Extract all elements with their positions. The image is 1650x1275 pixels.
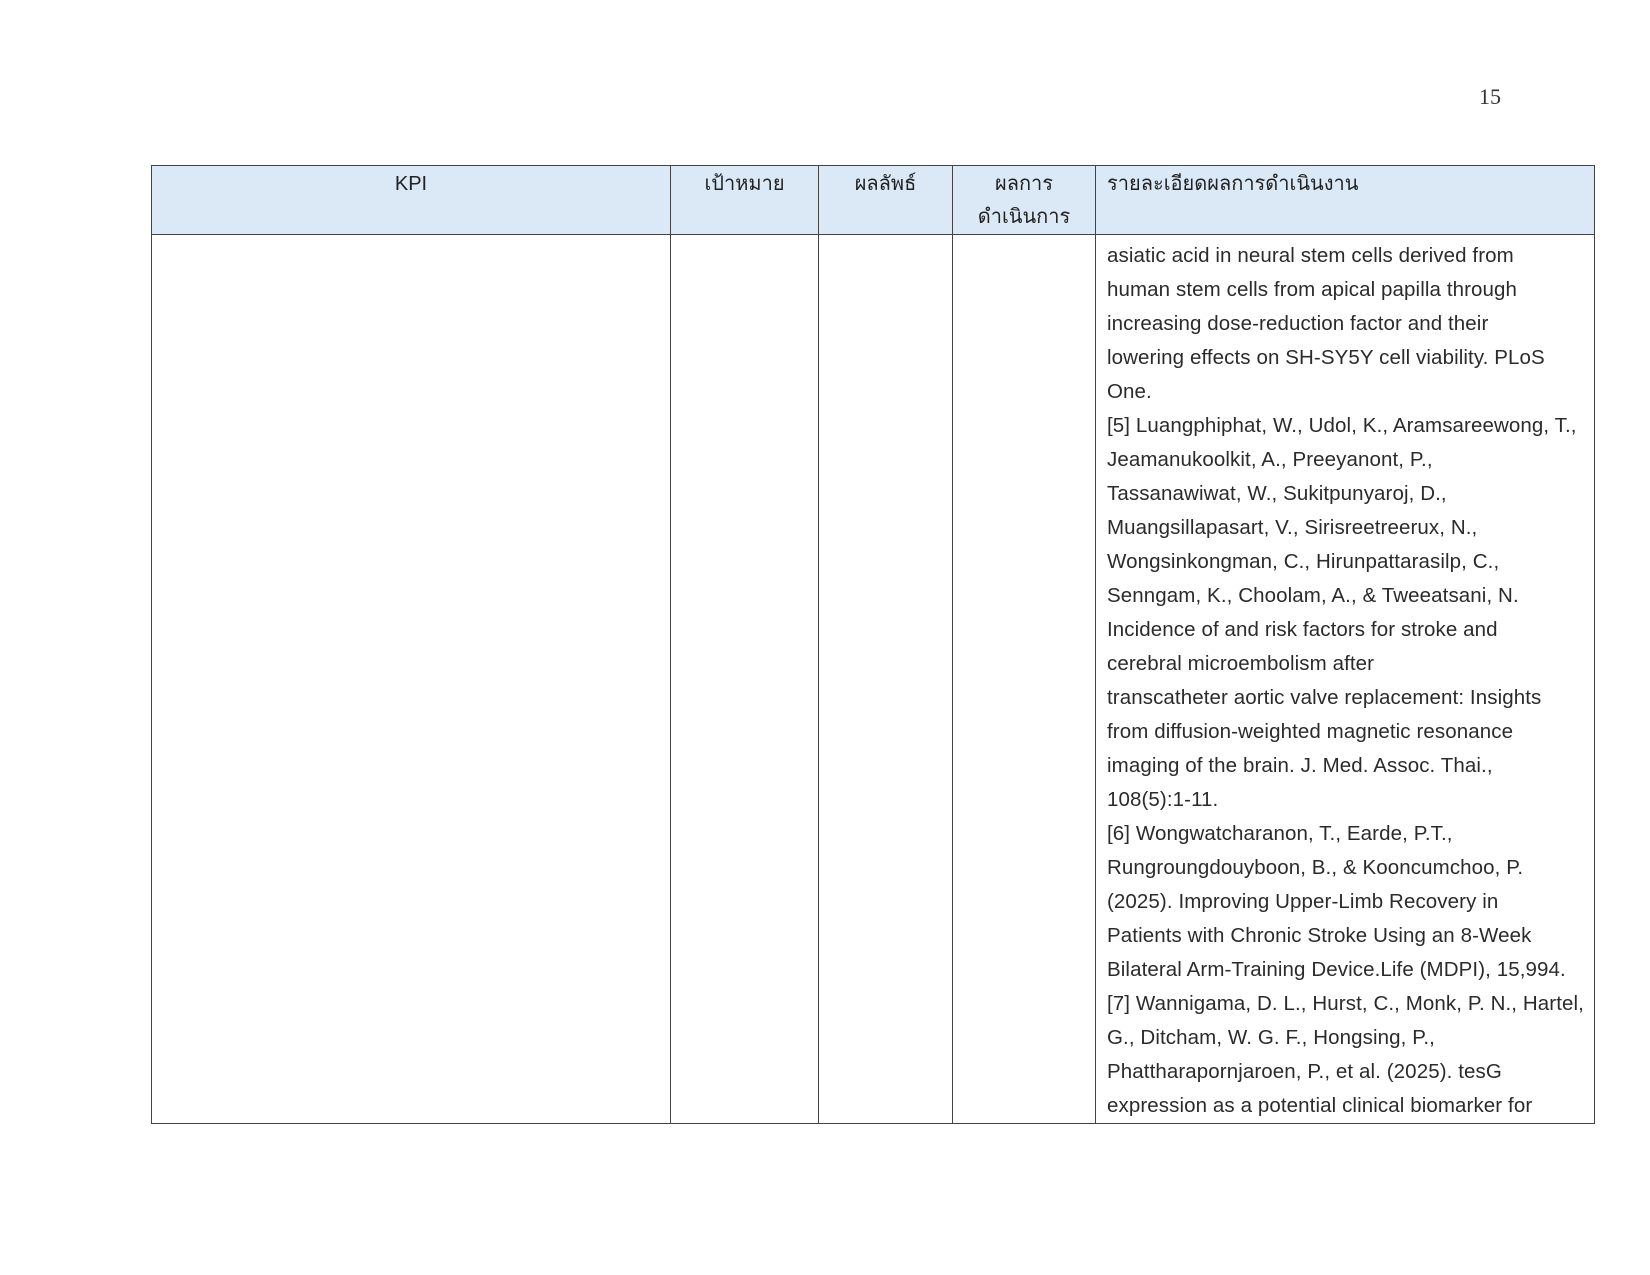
header-result: ผลลัพธ์ xyxy=(819,166,953,235)
cell-kpi xyxy=(152,235,671,1124)
details-line: Senngam, K., Choolam, A., & Tweeatsani, N. xyxy=(1107,584,1519,607)
details-line: human stem cells from apical papilla through xyxy=(1107,278,1518,301)
table-header-row xyxy=(152,166,1595,235)
details-line: (2025). Improving Upper-Limb Recovery in xyxy=(1107,890,1499,913)
details-line: imaging of the brain. J. Med. Assoc. Thai., xyxy=(1107,754,1493,777)
details-line: 108(5):1-11. xyxy=(1107,788,1219,811)
details-line: lowering effects on SH-SY5Y cell viability. PLoS xyxy=(1107,346,1545,369)
details-line: from diffusion-weighted magnetic resonance xyxy=(1107,720,1514,743)
details-line: cerebral microembolism after xyxy=(1107,652,1375,675)
details-line: Rungroungdouyboon, B., & Kooncumchoo, P. xyxy=(1107,856,1524,879)
details-line: Incidence of and risk factors for stroke and xyxy=(1107,618,1498,641)
kpi-table xyxy=(151,165,1595,1124)
details-line: expression as a potential clinical biomarker for xyxy=(1107,1094,1533,1117)
details-line: G., Ditcham, W. G. F., Hongsing, P., xyxy=(1107,1026,1435,1049)
details-line: increasing dose-reduction factor and their xyxy=(1107,312,1489,335)
details-line: Wongsinkongman, C., Hirunpattarasilp, C., xyxy=(1107,550,1500,573)
cell-performance xyxy=(953,235,1096,1124)
details-line: Patients with Chronic Stroke Using an 8-Week xyxy=(1107,924,1532,947)
header-target: เป้าหมาย xyxy=(671,166,819,235)
page-number: 15 xyxy=(1479,84,1501,109)
cell-result xyxy=(819,235,953,1124)
details-line: [5] Luangphiphat, W., Udol, K., Aramsareewong, T., xyxy=(1107,414,1577,437)
details-line: Muangsillapasart, V., Sirisreetreerux, N., xyxy=(1107,516,1478,539)
details-line: Phattharapornjaroen, P., et al. (2025). tesG xyxy=(1107,1060,1502,1083)
cell-target xyxy=(671,235,819,1124)
header-performance-line2: ดำเนินการ xyxy=(977,206,1071,228)
details-line: Bilateral Arm-Training Device.Life (MDPI), 15,994. xyxy=(1107,958,1566,981)
details-line: Tassanawiwat, W., Sukitpunyaroj, D., xyxy=(1107,482,1447,505)
header-performance-line1: ผลการ xyxy=(994,173,1054,195)
table-row xyxy=(152,235,1595,1124)
cell-details xyxy=(1096,235,1595,1124)
header-details: รายละเอียดผลการดำเนินงาน xyxy=(1096,166,1595,235)
details-line: transcatheter aortic valve replacement: Insights xyxy=(1107,686,1542,709)
details-text xyxy=(1107,239,1586,1123)
details-line: [6] Wongwatcharanon, T., Earde, P.T., xyxy=(1107,822,1453,845)
details-line: One. xyxy=(1107,380,1152,403)
details-line: [7] Wannigama, D. L., Hurst, C., Monk, P. N., Hartel, xyxy=(1107,992,1584,1015)
header-kpi: KPI xyxy=(152,166,671,235)
header-performance xyxy=(953,166,1096,235)
details-line: asiatic acid in neural stem cells derived from xyxy=(1107,244,1514,267)
details-line: Jeamanukoolkit, A., Preeyanont, P., xyxy=(1107,448,1433,471)
